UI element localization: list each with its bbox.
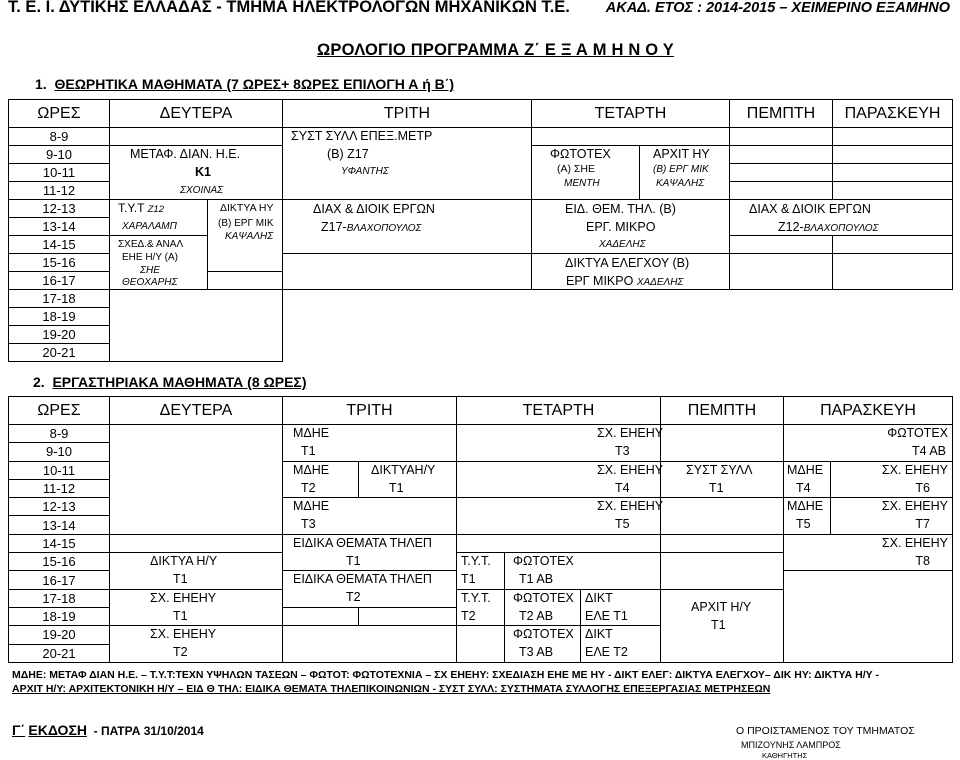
hour-cell: 13-14: [9, 218, 110, 236]
lab-title: ΜΔΗΕ: [293, 462, 330, 477]
course-title: ΔΙΚΤΥΑ ΕΛΕΓΧΟΥ (Β): [565, 256, 690, 270]
cell-mon-sxed: [110, 236, 208, 290]
course-room: ΕΡΓ. ΜΙΚΡΟ: [586, 220, 656, 234]
cell-fri-mdhe-t5: [784, 498, 831, 535]
cell-thu-diax: [730, 200, 953, 236]
cell: [110, 534, 283, 552]
hour-cell: 17-18: [9, 589, 110, 607]
hour-cell: 9-10: [9, 146, 110, 164]
cell: [730, 128, 833, 146]
cell: [833, 146, 953, 164]
course-teacher: ΚΑΨΑΛΗΣ: [656, 178, 705, 189]
course-room: ΣΗΕ: [140, 265, 160, 276]
cell: [110, 290, 283, 362]
header-academic-year: ΑΚΑΔ. ΕΤΟΣ : 2014-2015 – ΧΕΙΜΕΡΙΝΟ ΕΞΑΜΗΝΟ: [605, 0, 950, 16]
cell: [359, 607, 457, 625]
lab-group: Τ2: [461, 608, 476, 623]
cell-tue-mdhe-t2: [283, 461, 359, 498]
hour-cell: 15-16: [9, 254, 110, 272]
hour-cell: 14-15: [9, 534, 110, 552]
cell: [833, 290, 953, 362]
cell: [283, 607, 359, 625]
lab-title: ΣΧ. ΕΗΕΗΥ: [597, 462, 664, 477]
course-title: [118, 202, 164, 216]
cell-wed-sx-t5: [457, 498, 664, 535]
hour-cell: 18-19: [9, 607, 110, 625]
cell: [532, 290, 730, 362]
cell-tue-syst-syll: [283, 128, 532, 200]
col-header-wednesday: ΤΕΤΑΡΤΗ: [532, 100, 730, 128]
cell-wed-dikt-t1: [581, 589, 661, 626]
lab-group: Τ7: [915, 517, 930, 532]
cell-mon-sx-t2: [110, 626, 283, 663]
cell: [730, 236, 833, 254]
course-group-room: (Β) Ζ17: [327, 147, 369, 161]
lab-group: Τ1: [173, 608, 188, 623]
course-subtitle: ΕΗΕ Η/Υ (Α): [122, 252, 178, 263]
hour-cell: 15-16: [9, 553, 110, 571]
lab-title: ΦΩΤΟΤΕΧ: [887, 426, 948, 440]
cell: [283, 626, 457, 663]
lab-title: Τ.Υ.Τ.: [461, 590, 491, 605]
hour-cell: 18-19: [9, 308, 110, 326]
lab-group: Τ2: [346, 590, 361, 605]
lab-group: Τ3: [301, 517, 316, 532]
lab-title: ΜΔΗΕ: [787, 462, 824, 477]
course-teacher: ΥΦΑΝΤΗΣ: [341, 166, 389, 177]
col-header-tuesday: ΤΡΙΤΗ: [283, 100, 532, 128]
course-room: Ζ12-: [778, 220, 804, 234]
lab-schedule-table: [8, 396, 953, 663]
lab-title: ΣΧ. ΕΗΕΗΥ: [881, 462, 948, 477]
lab-group: Τ4: [615, 480, 630, 495]
cell-thu-archit: [661, 589, 784, 662]
cell: [457, 534, 661, 552]
header-institution: Τ. Ε. Ι. ΔΥΤΙΚΗΣ ΕΛΛΑΔΑΣ - ΤΜΗΜΑ ΗΛΕΚΤΡΟΛΟΓΩΝ ΜΗΧΑΝΙΚΩΝ Τ.Ε.: [8, 0, 570, 16]
lab-group: Τ1: [461, 572, 476, 587]
cell: [730, 182, 833, 200]
course-teacher: ΧΑΔΕΛΗΣ: [599, 239, 646, 250]
hour-cell: 20-21: [9, 344, 110, 362]
course-teacher: ΚΑΨΑΛΗΣ: [225, 231, 274, 242]
hour-cell: 20-21: [9, 644, 110, 662]
lab-group: Τ1: [389, 480, 404, 495]
lab-header-row: [9, 397, 953, 425]
hour-cell: 10-11: [9, 461, 110, 479]
lab-group: Τ5: [796, 517, 811, 532]
course-title: ΦΩΤΟΤΕΧ: [550, 147, 611, 161]
course-room-teacher: [566, 275, 683, 289]
cell-tue-diktya-t1: [359, 461, 457, 498]
lab-title: ΦΩΤΟΤΕΧ: [513, 554, 574, 569]
course-room: Ζ12: [147, 204, 164, 215]
cell-mon-diktya: [208, 200, 283, 272]
edition-note: [12, 722, 204, 738]
course-room: Ζ17-: [321, 220, 347, 234]
edition-number: Γ΄: [12, 722, 26, 738]
cell-fri-fototex-t4: [784, 425, 953, 462]
hour-cell: 17-18: [9, 290, 110, 308]
lab-title: Τ.Υ.Τ.: [461, 554, 491, 569]
lab-title: ΣΧ. ΕΗΕΗΥ: [597, 426, 664, 440]
lab-group: Τ1: [711, 617, 726, 632]
legend-line-1: ΜΔΗΕ: ΜΕΤΑΦ ΔΙΑΝ Η.Ε. – Τ.Υ.Τ:ΤΕΧΝ ΥΨΗΛΩΝ ΤΑΣΕΩΝ – ΦΩΤΟΤ: ΦΩΤΟΤΕΧΝΙΑ – ΣΧ ΕΗΕΗΥ: ΣΧΕΔΙΑΣΗ ΕΗΕ ΜΕ ΗΥ - ΔΙΚΤ ΕΛΕΓ: ΔΙΚΤΥΑ ΕΛΕΓΧΟΥ– ΔΙΚ ΗΥ: ΔΙΚΤΥΑ Η/Υ -: [12, 669, 880, 681]
course-title: ΔΙΑΧ & ΔΙΟΙΚ ΕΡΓΩΝ: [749, 202, 871, 216]
hour-cell: 19-20: [9, 326, 110, 344]
cell-mon-metaf: [110, 146, 283, 200]
cell-wed-fototex: [532, 146, 640, 200]
course-room: ΕΡΓ ΜΙΚΡΟ: [566, 274, 634, 288]
hour-cell: 16-17: [9, 272, 110, 290]
lab-title: ΔΙΚΤΥΑΗ/Υ: [371, 462, 436, 477]
cell: [661, 534, 784, 552]
edition-label: ΕΚΔΟΣΗ: [28, 722, 87, 738]
cell-mon-sx-t1: [110, 589, 283, 626]
hour-cell: 12-13: [9, 498, 110, 516]
lab-group: Τ1: [709, 480, 724, 495]
course-title: ΔΙΑΧ & ΔΙΟΙΚ ΕΡΓΩΝ: [313, 202, 435, 216]
lab-group: Τ8: [915, 553, 930, 568]
course-title: ΜΕΤΑΦ. ΔΙΑΝ. Η.Ε.: [130, 147, 241, 161]
lab-group: ΕΛΕ Τ2: [585, 645, 628, 660]
cell: [110, 425, 283, 535]
section-2-label: ΕΡΓΑΣΤΗΡΙΑΚΑ ΜΑΘΗΜΑΤΑ (8 ΩΡΕΣ): [52, 374, 307, 390]
lab-group: Τ5: [615, 517, 630, 532]
lab-title: ΕΙΔΙΚΑ ΘΕΜΑΤΑ ΤΗΛΕΠ: [293, 572, 432, 587]
col-header-wednesday: ΤΕΤΑΡΤΗ: [457, 397, 661, 425]
cell-wed-fototex-t1: [505, 553, 661, 590]
lab-title: ΣΧ. ΕΗΕΗΥ: [597, 499, 664, 514]
cell-wed-tyt-t1: [457, 553, 505, 590]
course-group-room: (Β) ΕΡΓ ΜΙΚ: [218, 218, 274, 229]
cell: [730, 164, 833, 182]
cell-wed-sx-t3: [457, 425, 664, 462]
course-teacher: ΒΛΑΧΟΠΟΥΛΟΣ: [346, 223, 422, 234]
lab-group: Τ1: [301, 444, 316, 458]
section-1-number: 1.: [35, 76, 47, 92]
cell: [110, 128, 283, 146]
lab-title: ΜΔΗΕ: [293, 426, 330, 440]
cell-fri-mdhe-t4: [784, 461, 831, 498]
cell-tue-eid-them-t2: [283, 571, 457, 608]
col-header-thursday: ΠΕΜΠΤΗ: [661, 397, 784, 425]
cell: [730, 254, 833, 290]
lab-title: ΑΡΧΙΤ Η/Υ: [691, 599, 752, 614]
course-teacher: ΧΑΡΑΛΑΜΠ: [122, 221, 177, 232]
hour-cell: 8-9: [9, 425, 110, 443]
cell: [730, 146, 833, 164]
course-title: ΕΙΔ. ΘΕΜ. ΤΗΛ. (Β): [565, 202, 676, 216]
theory-schedule-table: [8, 99, 953, 362]
hour-cell: 13-14: [9, 516, 110, 534]
course-room: Κ1: [195, 165, 211, 179]
lab-group: Τ1 ΑΒ: [519, 572, 554, 587]
lab-group: Τ2: [173, 645, 188, 660]
signature-name: ΜΠΙΖΟΥΝΗΣ ΛΑΜΠΡΟΣ: [741, 740, 841, 750]
cell-wed-eid-them: [532, 200, 730, 254]
lab-group: Τ2 ΑΒ: [519, 608, 554, 623]
course-teacher: ΜΕΝΤΗ: [564, 178, 600, 189]
cell-fri-sx-t6: [831, 461, 953, 498]
edition-date: - ΠΑΤΡΑ 31/10/2014: [93, 724, 204, 738]
lab-group: Τ4: [796, 480, 811, 495]
lab-group: ΕΛΕ Τ1: [585, 608, 628, 623]
course-teacher: ΣΧΟΙΝΑΣ: [180, 185, 224, 196]
cell-thu-syst-syll: [661, 461, 784, 498]
lab-group: Τ2: [301, 480, 316, 495]
lab-title: ΔΙΚΤΥΑ Η/Υ: [150, 554, 218, 569]
course-title: ΣΥΣΤ ΣΥΛΛ ΕΠΕΞ.ΜΕΤΡ: [291, 129, 433, 143]
lab-title: ΜΔΗΕ: [787, 499, 824, 514]
cell-wed-diktya-elegxou: [532, 254, 730, 290]
course-title: ΔΙΚΤΥΑ ΗΥ: [220, 202, 274, 214]
section-1-heading: [35, 76, 454, 92]
cell-tue-empty: [283, 254, 532, 290]
cell: [730, 290, 833, 362]
cell: [833, 236, 953, 254]
cell: [532, 128, 730, 146]
cell: [661, 498, 784, 535]
course-title: ΣΧΕΔ.& ΑΝΑΛ: [118, 239, 184, 250]
cell-wed-dikt-t2: [581, 626, 661, 663]
lab-group: Τ1: [346, 553, 361, 568]
cell-fri-sx-t7: [831, 498, 953, 535]
lab-title: ΣΧ. ΕΗΕΗΥ: [881, 499, 948, 514]
lab-title: ΣΧ. ΕΗΕΗΥ: [150, 627, 217, 642]
lab-group: Τ3: [615, 444, 630, 458]
course-title: ΑΡΧΙΤ ΗΥ: [653, 147, 710, 161]
cell-tue-mdhe-t1: [283, 425, 457, 462]
section-2-number: 2.: [33, 374, 45, 390]
section-1-label: ΘΕΩΡΗΤΙΚΑ ΜΑΘΗΜΑΤΑ (7 ΩΡΕΣ+ 8ΩΡΕΣ ΕΠΙΛΟΓΗ Α ή Β΄): [54, 76, 455, 92]
cell-tue-diax: [283, 200, 532, 254]
hour-cell: 11-12: [9, 479, 110, 497]
course-teacher: ΧΑΔΕΛΗΣ: [636, 277, 684, 288]
col-header-friday: ΠΑΡΑΣΚΕΥΗ: [784, 397, 953, 425]
cell: [661, 553, 784, 590]
cell: [833, 128, 953, 146]
hour-cell: 10-11: [9, 164, 110, 182]
col-header-monday: ΔΕΥΤΕΡΑ: [110, 397, 283, 425]
col-header-hours: ΩΡΕΣ: [9, 100, 110, 128]
hour-cell: 16-17: [9, 571, 110, 589]
cell-tue-eid-them-t1: [283, 534, 457, 571]
lab-title: ΣΥΣΤ ΣΥΛΛ: [686, 462, 753, 477]
hour-cell: 14-15: [9, 236, 110, 254]
col-header-tuesday: ΤΡΙΤΗ: [283, 397, 457, 425]
cell: [784, 571, 953, 662]
cell: [833, 182, 953, 200]
course-room-teacher: [778, 221, 879, 235]
col-header-friday: ΠΑΡΑΣΚΕΥΗ: [833, 100, 953, 128]
cell-fri-sx-t8: [784, 534, 953, 571]
hour-cell: 9-10: [9, 443, 110, 461]
cell-wed-sx-t4: [457, 461, 664, 498]
lab-title: ΦΩΤΟΤΕΧ: [513, 590, 574, 605]
signature-role: ΚΑΘΗΓΗΤΗΣ: [762, 751, 808, 760]
lab-title: ΔΙΚΤ: [585, 590, 613, 605]
cell-mon-diktya-t1: [110, 553, 283, 590]
hour-cell: 11-12: [9, 182, 110, 200]
cell: [833, 254, 953, 290]
lab-title: ΔΙΚΤ: [585, 627, 613, 642]
cell-wed-fototex-t3: [505, 626, 581, 663]
lab-title: ΕΙΔΙΚΑ ΘΕΜΑΤΑ ΤΗΛΕΠ: [293, 535, 432, 550]
col-header-thursday: ΠΕΜΠΤΗ: [730, 100, 833, 128]
lab-group: Τ1: [173, 572, 188, 587]
cell: [457, 626, 505, 663]
hour-cell: 8-9: [9, 128, 110, 146]
lab-title: ΦΩΤΟΤΕΧ: [513, 627, 574, 642]
section-2-heading: [33, 374, 306, 390]
hour-cell: 19-20: [9, 626, 110, 644]
cell: [661, 425, 784, 462]
lab-title: ΣΧ. ΕΗΕΗΥ: [150, 590, 217, 605]
cell-wed-archit: [640, 146, 730, 200]
cell: [833, 164, 953, 182]
cell-tue-mdhe-t3: [283, 498, 457, 535]
course-group-room: (Α) ΣΗΕ: [557, 163, 595, 175]
cell: [208, 272, 283, 290]
signature-title: Ο ΠΡΟΙΣΤΑΜΕΝΟΣ ΤΟΥ ΤΜΗΜΑΤΟΣ: [736, 725, 915, 737]
hour-cell: 12-13: [9, 200, 110, 218]
lab-title: ΣΧ. ΕΗΕΗΥ: [881, 535, 948, 550]
cell-wed-tyt-t2: [457, 589, 505, 626]
cell: [283, 290, 532, 362]
page-title: ΩΡΟΛΟΓΙΟ ΠΡΟΓΡΑΜΜΑ Ζ΄ Ε Ξ Α Μ Η Ν Ο Υ: [317, 41, 674, 59]
legend-line-2: ΑΡΧΙΤ Η/Υ: ΑΡΧΙΤΕΚΤΟΝΙΚΗ Η/Υ – ΕΙΔ Θ ΤΗΛ: ΕΙΔΙΚΑ ΘΕΜΑΤΑ ΤΗΛΕΠΙΚΟΙΝΩΝΙΩΝ - ΣΥΣΤ ΣΥΛΛ: ΣΥΣΤΗΜΑΤΑ ΣΥΛΛΟΓΗΣ ΕΠΕΞΕΡΓΑΣΙΑΣ ΜΕΤΡΗΣΕΩΝ: [12, 683, 771, 695]
lab-group: Τ6: [915, 480, 930, 495]
lab-group: Τ4 ΑΒ: [911, 444, 946, 458]
course-teacher: ΒΛΑΧΟΠΟΥΛΟΣ: [803, 223, 879, 234]
course-title-text: Τ.Υ.Τ: [118, 201, 145, 215]
lab-title: ΜΔΗΕ: [293, 499, 330, 514]
course-group-room: (Β) ΕΡΓ ΜΙΚ: [653, 164, 709, 175]
course-room-teacher: [321, 221, 422, 235]
cell-wed-fototex-t2: [505, 589, 581, 626]
theory-header-row: [9, 100, 953, 128]
col-header-monday: ΔΕΥΤΕΡΑ: [110, 100, 283, 128]
col-header-hours: ΩΡΕΣ: [9, 397, 110, 425]
lab-group: Τ3 ΑΒ: [519, 645, 554, 660]
course-teacher: ΘΕΟΧΑΡΗΣ: [122, 277, 178, 288]
cell-mon-tyt: [110, 200, 208, 236]
